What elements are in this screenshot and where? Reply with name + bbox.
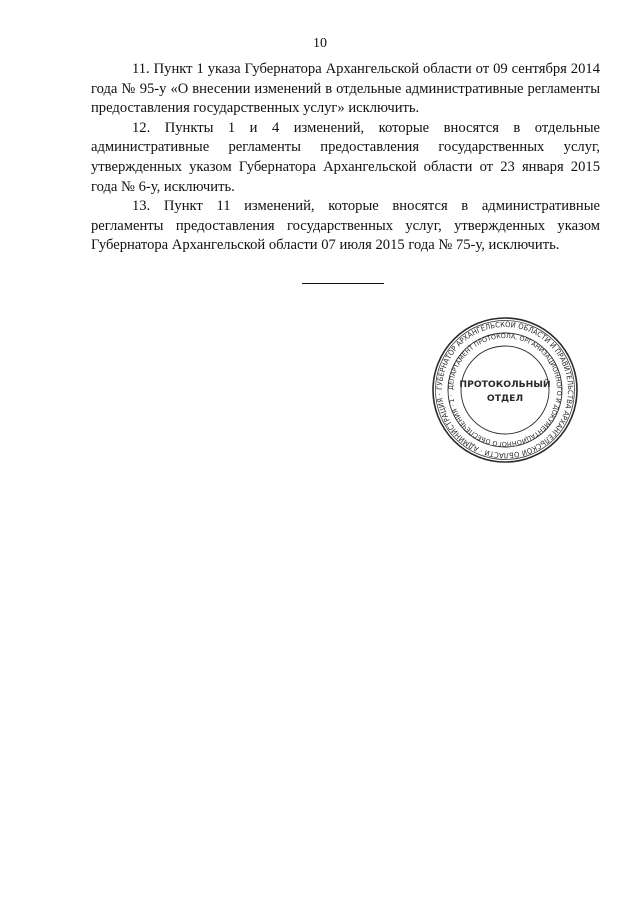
seal-inner-circle [461,346,549,434]
end-of-text-rule [302,283,384,284]
seal-center-line-2: ОТДЕЛ [486,393,524,404]
seal-outer-ring-text: ГУБЕРНАТОР АРХАНГЕЛЬСКОЙ ОБЛАСТИ И ПРАВИТЕЛЬСТВА АРХАНГЕЛЬСКОЙ ОБЛАСТИ · АДМИНИСТРАЦИЯ · [434,319,576,461]
paragraph-12: 12. Пункты 1 и 4 изменений, которые вносятся в отдельные административные регламенты предоставления государственных услуг, утвержденных указом Губернатора Архангельской области от 23 января 2015 года № 6-у, исключить. [91,119,600,195]
page-number: 10 [313,36,327,51]
official-seal [431,316,579,464]
paragraph-11: 11. Пункт 1 указа Губернатора Архангельской области от 09 сентября 2014 года № 95-у «О внесении изменений в отдельные административные регламенты предоставления государственных услуг» исключить. [91,61,600,117]
seal-inner-ring-text: ДЕПАРТАМЕНТ ПРОТОКОЛА, ОРГАНИЗАЦИОННОГО И ДОКУМЕНТАЦИОННОГО ОБЕСПЕЧЕНИЯ · 1 · [446,331,564,449]
document-body [91,60,600,256]
seal-center-line-1: ПРОТОКОЛЬНЫЙ [459,379,551,390]
paragraph-13: 13. Пункт 11 изменений, которые вносятся в административные регламенты предоставления государственных услуг, утвержденных указом Губернатора Архангельской области 07 июля 2015 года № 75-у, исключить. [91,198,600,254]
